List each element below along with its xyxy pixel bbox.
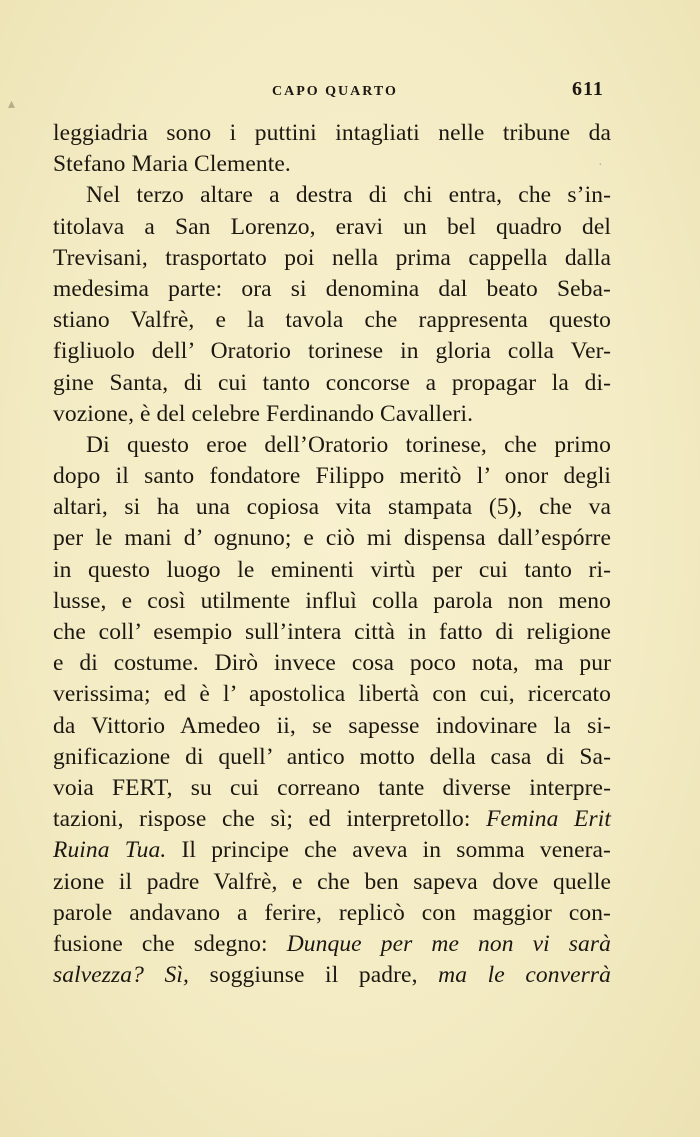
text-segment: medesima parte: ora si denomina dal beato Seba- bbox=[53, 275, 611, 302]
text-segment: e di costume. Dirò invece cosa poco nota, ma pur bbox=[53, 650, 611, 677]
text-segment: da Vittorio Amedeo ii, se sapesse indovinare la si- bbox=[53, 712, 611, 739]
text-segment: tazioni, rispose che sì; ed interpretollo: bbox=[53, 806, 487, 833]
text-segment: per le mani d’ ognuno; e ciò mi dispensa dall’espórre bbox=[53, 525, 611, 552]
page-header bbox=[0, 78, 700, 104]
text-line bbox=[53, 305, 611, 336]
text-line bbox=[53, 336, 611, 367]
text-segment: in questo luogo le eminenti virtù per cui tanto ri- bbox=[53, 556, 611, 583]
text-segment: stiano Valfrè, e la tavola che rappresenta questo bbox=[53, 307, 611, 334]
text-segment: vozione, è del celebre Ferdinando Cavalleri. bbox=[53, 400, 474, 427]
text-line bbox=[53, 555, 611, 586]
text-line bbox=[53, 368, 611, 399]
text-segment: altari, si ha una copiosa vita stampata (5), che va bbox=[53, 494, 611, 521]
text-segment: gine Santa, di cui tanto concorse a propagar la di- bbox=[53, 369, 611, 396]
text-line bbox=[53, 243, 611, 274]
text-line bbox=[53, 180, 611, 211]
italic-text: Femina Erit bbox=[486, 806, 611, 833]
text-segment: lusse, e così utilmente influì colla parola non meno bbox=[53, 587, 611, 614]
text-line bbox=[53, 867, 611, 898]
text-line bbox=[53, 648, 611, 679]
italic-text: ma le converrà bbox=[438, 962, 611, 989]
text-line bbox=[53, 399, 611, 430]
text-line bbox=[53, 898, 611, 929]
text-segment: parole andavano a ferire, replicò con maggior con- bbox=[53, 899, 611, 926]
text-segment: Stefano Maria Clemente. bbox=[53, 151, 291, 178]
text-line bbox=[53, 274, 611, 305]
italic-text: Dunque per me non vi sarà bbox=[286, 930, 611, 957]
text-segment: gnificazione di quell’ antico motto della casa di Sa- bbox=[53, 743, 611, 770]
text-segment: verissima; ed è l’ apostolica libertà con cui, ricercato bbox=[53, 681, 611, 708]
text-segment: soggiunse il padre, bbox=[189, 962, 439, 989]
text-segment: zione il padre Valfrè, e che ben sapeva dove quelle bbox=[53, 868, 611, 895]
text-line bbox=[53, 523, 611, 554]
body-text bbox=[53, 118, 611, 991]
page-number: 611 bbox=[572, 78, 604, 100]
text-segment: figliuolo dell’ Oratorio torinese in gloria colla Ver- bbox=[53, 338, 611, 365]
text-line bbox=[53, 742, 611, 773]
text-segment: fusione che sdegno: bbox=[53, 930, 287, 957]
text-segment: Il principe che aveva in somma venera- bbox=[166, 837, 611, 864]
text-segment: che coll’ esempio sull’intera città in fatto di religione bbox=[53, 619, 611, 645]
italic-text: Ruina Tua. bbox=[53, 837, 167, 864]
text-line bbox=[53, 929, 611, 960]
text-line bbox=[53, 711, 611, 742]
text-segment: Trevisani, trasportato poi nella prima cappella dalla bbox=[53, 244, 611, 271]
text-line bbox=[53, 212, 611, 243]
text-segment: leggiadria sono i puttini intagliati nelle tribune da bbox=[53, 120, 611, 146]
text-segment: dopo il santo fondatore Filippo meritò l’ onor degli bbox=[53, 463, 611, 490]
text-line bbox=[53, 679, 611, 710]
text-segment: titolava a San Lorenzo, eravi un bel quadro del bbox=[53, 213, 611, 240]
text-line bbox=[53, 773, 611, 804]
text-line bbox=[53, 586, 611, 617]
text-line bbox=[53, 118, 611, 149]
text-line bbox=[53, 461, 611, 492]
text-segment: Di questo eroe dell’Oratorio torinese, che primo bbox=[86, 431, 611, 458]
italic-text: salvezza? Sì, bbox=[53, 962, 190, 989]
paper-speck: · bbox=[598, 158, 603, 173]
text-line bbox=[53, 960, 611, 991]
paper-speck: ▴ bbox=[8, 97, 16, 112]
text-segment: Nel terzo altare a destra di chi entra, che s’in- bbox=[86, 182, 611, 209]
text-line bbox=[53, 617, 611, 648]
running-title: CAPO QUARTO bbox=[272, 84, 398, 99]
text-line bbox=[53, 492, 611, 523]
text-line bbox=[53, 430, 611, 461]
text-line bbox=[53, 804, 611, 835]
text-line bbox=[53, 149, 611, 180]
text-segment: voia FERT, su cui correano tante diverse interpre- bbox=[53, 774, 611, 801]
text-line bbox=[53, 835, 611, 866]
